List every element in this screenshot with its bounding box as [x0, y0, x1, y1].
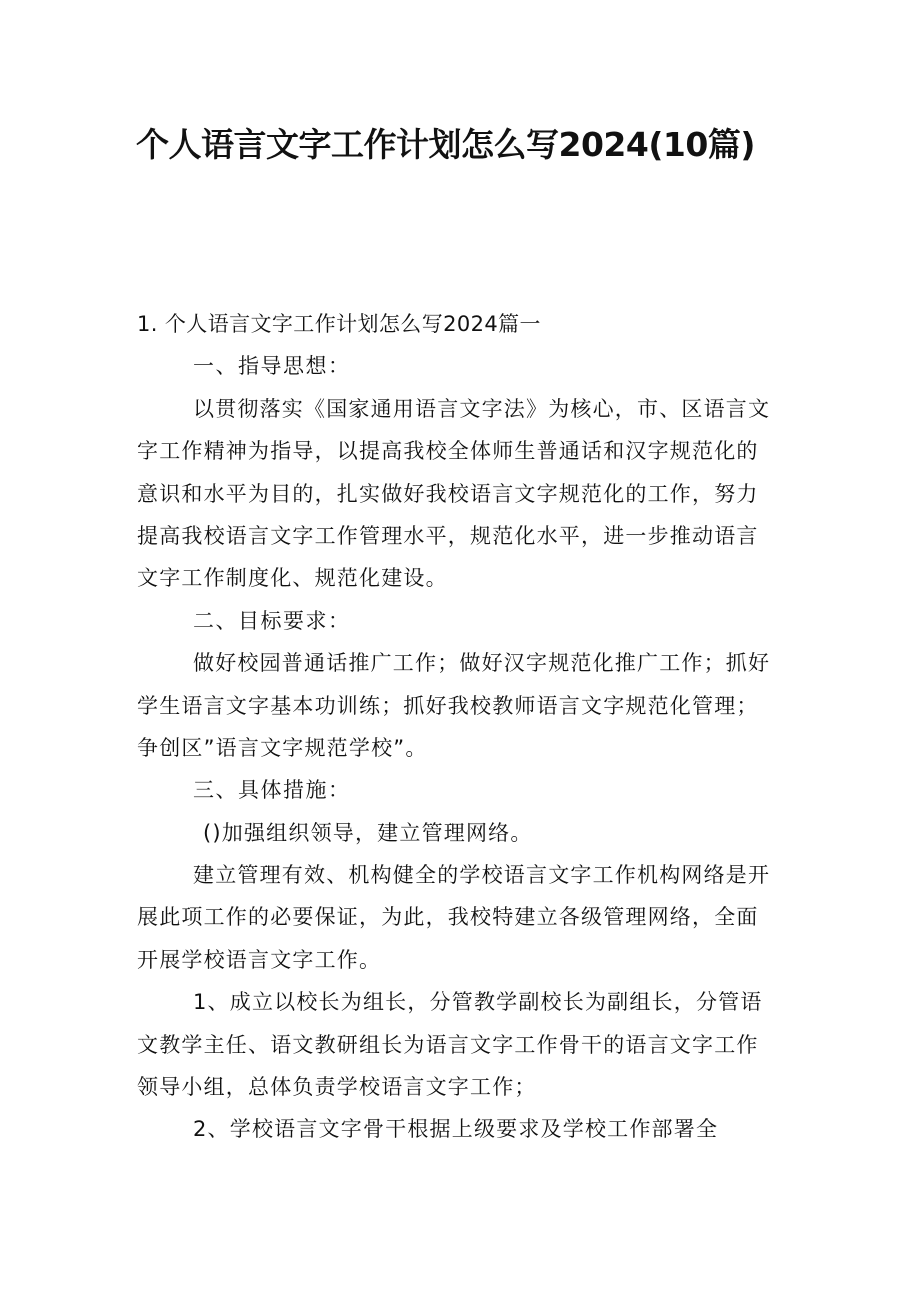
- paragraph-line: 建立管理有效、机构健全的学校语言文字工作机构网络是开: [193, 863, 771, 888]
- paragraph-line: 开展学校语言文字工作。: [137, 947, 382, 972]
- paragraph-line: 提高我校语言文字工作管理水平，规范化水平，进一步推动语言: [137, 523, 759, 548]
- section-heading-1: 1. 个人语言文字工作计划怎么写2024篇一: [137, 312, 541, 336]
- paragraph-line: 字工作精神为指导，以提高我校全体师生普通话和汉字规范化的: [137, 439, 759, 464]
- subheading-guiding-ideology: 一、指导思想：: [193, 354, 351, 379]
- document-title: 个人语言文字工作计划怎么写2024(10篇): [136, 125, 755, 164]
- numbered-item: 1、成立以校长为组长，分管教学副校长为副组长，分管语: [193, 990, 763, 1015]
- paragraph-line: 意识和水平为目的，扎实做好我校语言文字规范化的工作，努力: [137, 481, 759, 506]
- paragraph-line: 学生语言文字基本功训练；抓好我校教师语言文字规范化管理；: [137, 693, 759, 718]
- paragraph-line: 文字工作制度化、规范化建设。: [137, 566, 448, 591]
- paragraph-line: 以贯彻落实《国家通用语言文字法》为核心，市、区语言文: [193, 396, 771, 421]
- paragraph-line: 做好校园普通话推广工作；做好汉字规范化推广工作；抓好: [193, 651, 771, 676]
- paragraph-line: 展此项工作的必要保证，为此，我校特建立各级管理网络，全面: [137, 905, 759, 930]
- paragraph-line: 文教学主任、语文教研组长为语言文字工作骨干的语言文字工作: [137, 1032, 759, 1057]
- document-body: [137, 303, 787, 1151]
- measure-item: ()加强组织领导，建立管理网络。: [203, 820, 533, 845]
- paragraph-line: 争创区”语言文字规范学校”。: [137, 735, 428, 760]
- subheading-measures: 三、具体措施：: [193, 778, 351, 803]
- subheading-goals: 二、目标要求：: [193, 608, 351, 633]
- paragraph-line: 领导小组，总体负责学校语言文字工作；: [137, 1075, 537, 1100]
- numbered-item: 2、学校语言文字骨干根据上级要求及学校工作部署全: [193, 1117, 719, 1142]
